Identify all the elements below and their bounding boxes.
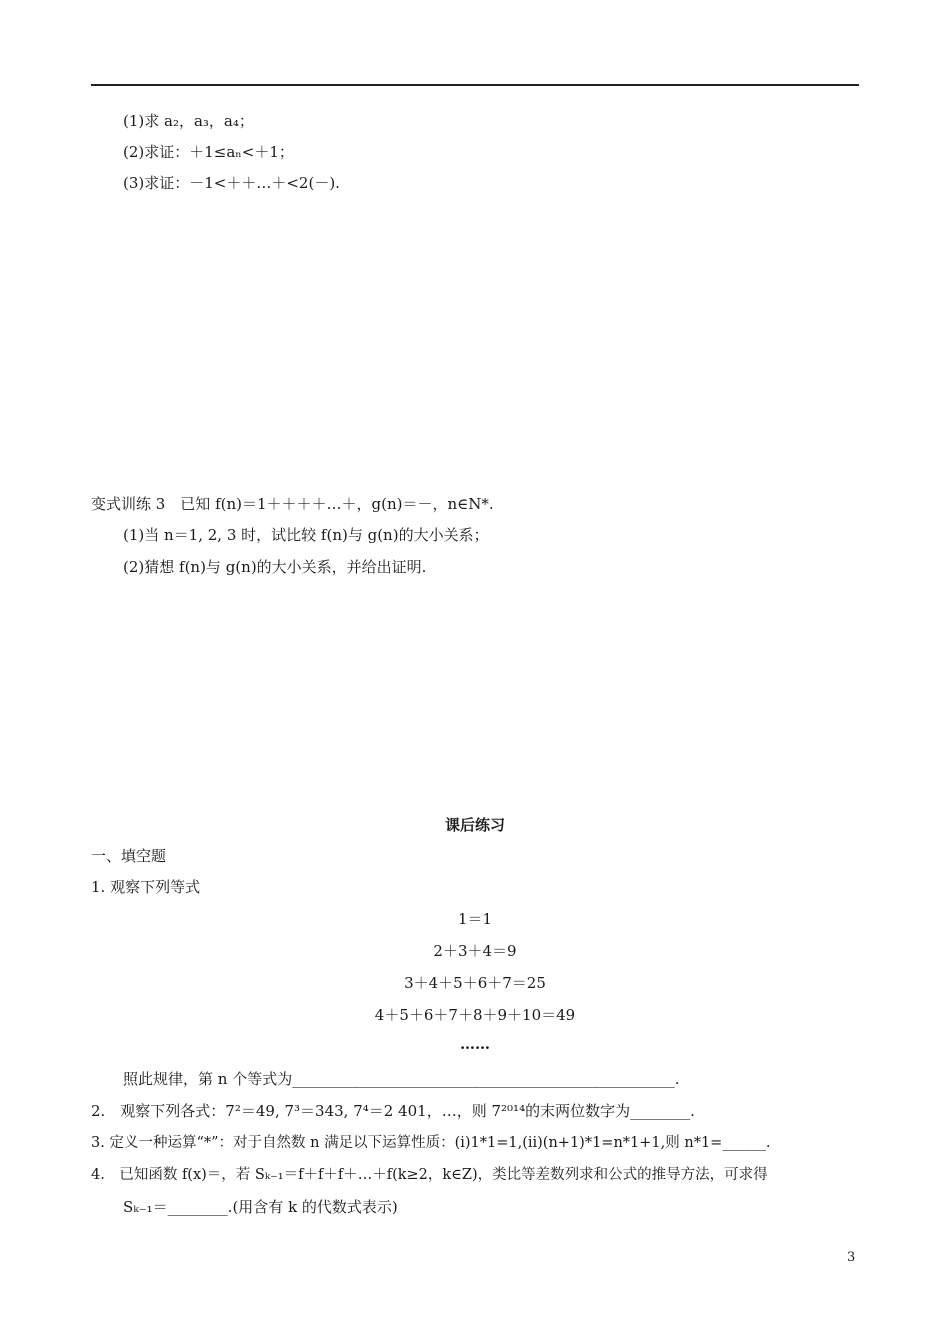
item-1-lead: 1. 观察下列等式 [91,878,201,896]
equation-line: 2＋3＋4＝9 [433,942,517,960]
equation-line: 4＋5＋6＋7＋8＋9＋10＝49 [374,1006,576,1024]
header-rule [91,84,859,86]
variant-question-2: (2)猜想 f(n)与 g(n)的大小关系，并给出证明. [123,558,427,576]
page-number: 3 [847,1250,856,1265]
variant-exercise-stem: 变式训练 3 已知 f(n)＝1＋＋＋＋…＋，g(n)＝－，n∈N*. [91,495,494,513]
equation-line: 3＋4＋5＋6＋7＝25 [404,974,546,992]
equation-line: 1＝1 [457,910,493,928]
prev-question-3: (3)求证：－1<＋＋…＋<2(－). [123,174,340,192]
variant-question-1: (1)当 n＝1, 2, 3 时，试比较 f(n)与 g(n)的大小关系； [123,526,489,544]
item-1-tail: 照此规律，第 n 个等式为___________________________________________________. [123,1070,680,1088]
item-4-line-2: Sₖ₋₁＝________.(用含有 k 的代数式表示) [123,1198,398,1216]
part-heading: 一、填空题 [91,847,167,865]
section-title: 课后练习 [444,816,505,834]
prev-question-2: (2)求证：＋1≤aₙ<＋1； [123,143,294,161]
item-3: 3. 定义一种运算“*”：对于自然数 n 满足以下运算性质：(ⅰ)1*1=1,(ⅱ)(n+1)*1=n*1+1,则 n*1=______. [91,1135,771,1151]
item-4-line-1: 4. 已知函数 f(x)＝，若 Sₖ₋₁＝f＋f＋f＋…＋f(k≥2，k∈Z)，类比等差数列求和公式的推导方法，可求得 [91,1167,768,1183]
item-2: 2. 观察下列各式：7²＝49, 7³＝343, 7⁴＝2 401，…，则 7²⁰¹⁴的末两位数字为________. [91,1102,695,1120]
equation-ellipsis: …… [460,1035,490,1053]
prev-question-1: (1)求 a₂，a₃，a₄； [123,112,254,130]
